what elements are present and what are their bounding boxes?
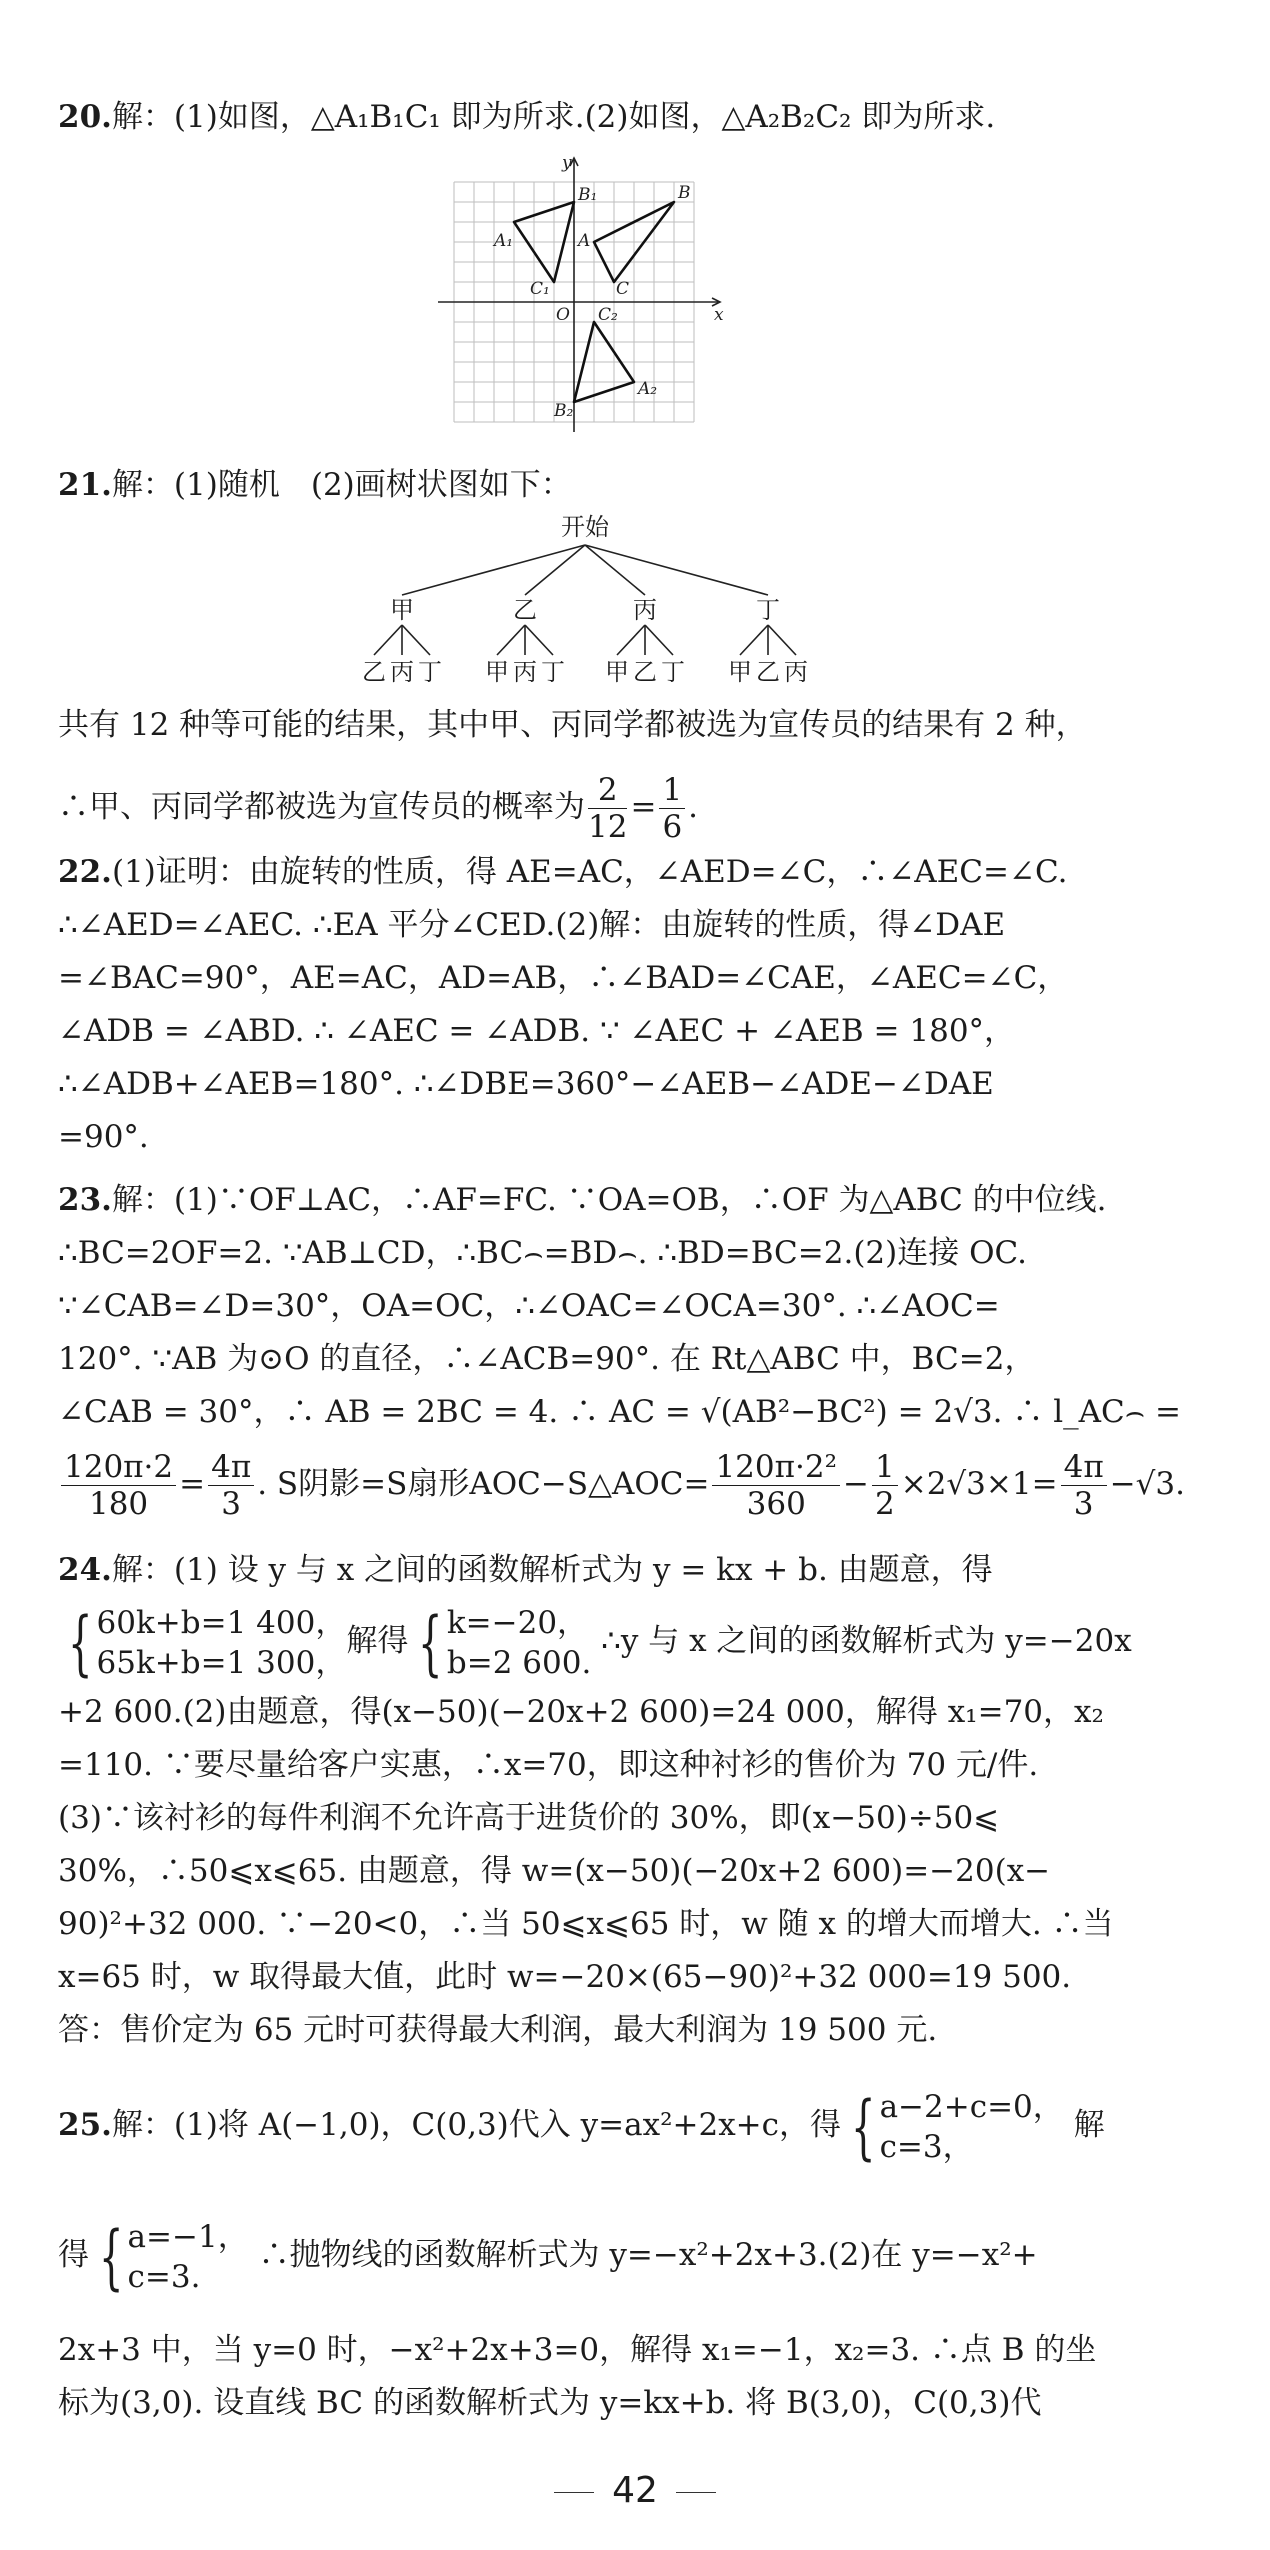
- q23-line-6: [58, 1444, 1213, 1528]
- q24-line-4: =110. ∵要尽量给客户实惠，∴x=70，即这种衬衫的售价为 70 元/件.: [58, 1747, 1039, 1783]
- q25-text-1: 解：(1)将 A(−1,0)，C(0,3)代入 y=ax²+2x+c，得: [111, 2107, 842, 2143]
- page-number-dash-right: [676, 2492, 716, 2493]
- q23-line-3: ∵∠CAB=∠D=30°，OA=OC，∴∠OAC=∠OCA=30°. ∴∠AOC=: [58, 1288, 1000, 1324]
- frac-denominator: 3: [1073, 1486, 1094, 1522]
- q25-text-2: ∴抛物线的函数解析式为 y=−x²+2x+3.(2)在 y=−x²+: [258, 2237, 1038, 2273]
- tree-l2-1-2: 丁: [541, 658, 565, 685]
- q22-line-2: ∴∠AED=∠AEC. ∴EA 平分∠CED.(2)解：由旋转的性质，得∠DAE: [58, 907, 1006, 943]
- left-brace: {: [418, 1601, 443, 1684]
- equation-system-2: [447, 1603, 591, 1683]
- coordinate-grid-figure: [438, 152, 738, 432]
- q24-conclusion: ∴y 与 x 之间的函数解析式为 y=−20x: [601, 1623, 1132, 1659]
- frac-numerator: 120π·2²: [712, 1449, 840, 1486]
- tree-l2-3-1: 乙: [756, 658, 780, 685]
- frac-numerator: 1: [872, 1449, 898, 1486]
- label-c2: C₂: [598, 305, 618, 325]
- page-number: [0, 2470, 1270, 2511]
- equation-system-1: [97, 1603, 347, 1683]
- result-text: −√3.: [1109, 1466, 1186, 1502]
- frac-denominator: 360: [746, 1486, 806, 1522]
- q23-line-4: 120°. ∵AB 为⊙O 的直径，∴∠ACB=90°. 在 Rt△ABC 中，BC=2，: [58, 1341, 1036, 1377]
- tree-l2-2-0: 甲: [605, 658, 629, 685]
- q25-line-3: 2x+3 中，当 y=0 时，−x²+2x+3=0，解得 x₁=−1，x₂=3. ∴点 B 的坐: [58, 2332, 1097, 2368]
- tree-l2-2-1: 乙: [633, 658, 657, 685]
- tree-root: 开始: [561, 513, 609, 541]
- frac-numerator: 1: [659, 772, 685, 809]
- q21-line: [58, 465, 1213, 505]
- fraction-4pi-3: [208, 1449, 254, 1522]
- tree-l2-0-2: 丁: [418, 658, 442, 685]
- equation: 60k+b=1 400，: [96, 1604, 347, 1641]
- q24-line-8: x=65 时，w 取得最大值，此时 w=−20×(65−90)²+32 000=19 500.: [58, 1959, 1072, 1995]
- q21-number: 21.: [58, 467, 112, 503]
- q21-text: 解：(1)随机 (2)画树状图如下：: [111, 467, 572, 503]
- q24-system-line: [58, 1596, 1213, 1688]
- equation: a−2+c=0，: [879, 2088, 1064, 2125]
- fraction-2-12: [588, 772, 627, 845]
- q22-line-3: =∠BAC=90°，AE=AC，AD=AB，∴∠BAD=∠CAE，∠AEC=∠C，: [58, 960, 1069, 996]
- q20-text: 解：(1)如图，△A₁B₁C₁ 即为所求.(2)如图，△A₂B₂C₂ 即为所求.: [111, 99, 996, 135]
- fraction-1-2: [872, 1449, 898, 1522]
- tree-l1-3: 丁: [756, 596, 780, 624]
- equation: b=2 600.: [446, 1644, 592, 1681]
- tree-l2-0-0: 乙: [362, 658, 386, 685]
- equation-system-4: [128, 2217, 249, 2297]
- tree-l1-2: 丙: [633, 596, 657, 624]
- q21-result-line: 共有 12 种等可能的结果，其中甲、丙同学都被选为宣传员的结果有 2 种，: [58, 707, 1087, 743]
- tree-l2-1-1: 丙: [513, 658, 537, 685]
- q21-prob-text: ∴甲、丙同学都被选为宣传员的概率为: [58, 789, 585, 825]
- q25-line-2: [58, 2210, 1213, 2302]
- tree-l1-1: 乙: [513, 596, 537, 624]
- frac-numerator: 4π: [208, 1449, 254, 1486]
- q22-line-6: =90°.: [58, 1119, 149, 1155]
- q24-line-6: 30%，∴50⩽x⩽65. 由题意，得 w=(x−50)(−20x+2 600)=−20(x−: [58, 1853, 1051, 1889]
- left-brace: {: [68, 1601, 93, 1684]
- equals-sign: =: [630, 789, 657, 825]
- label-c: C: [616, 279, 630, 299]
- left-brace: {: [99, 2215, 124, 2298]
- frac-denominator: 2: [875, 1486, 895, 1522]
- minus-sign: −: [843, 1466, 869, 1502]
- frac-numerator: 4π: [1061, 1449, 1107, 1486]
- label-a2: A₂: [638, 379, 658, 399]
- y-axis-label: y: [562, 153, 572, 173]
- tree-l2-1-0: 甲: [485, 658, 509, 685]
- frac-numerator: 2: [588, 772, 627, 809]
- label-b1: B₁: [578, 185, 598, 205]
- equation-system-3: [880, 2087, 1064, 2167]
- fraction-120pi2-180: [61, 1449, 176, 1522]
- q25-solve-text: 解: [1073, 2107, 1105, 2143]
- frac-numerator: 120π·2: [61, 1449, 176, 1486]
- q22-line-4: ∠ADB = ∠ABD. ∴ ∠AEC = ∠ADB. ∵ ∠AEC + ∠AEB = 180°，: [58, 1013, 1016, 1049]
- q20-number: 20.: [58, 99, 112, 135]
- tree-l2-3-2: 丙: [784, 658, 808, 685]
- label-c1: C₁: [530, 279, 550, 299]
- fraction-120pi22-360: [712, 1449, 840, 1522]
- q23-text-1: 解：(1)∵OF⊥AC，∴AF=FC. ∵OA=OB，∴OF 为△ABC 的中位线.: [111, 1182, 1107, 1218]
- tree-l2-3-0: 甲: [728, 658, 752, 685]
- fraction-4pi-3-b: [1061, 1449, 1107, 1522]
- q21-probability-line: [58, 770, 1213, 850]
- q22-text-1: (1)证明：由旋转的性质，得 AE=AC，∠AED=∠C，∴∠AEC=∠C.: [111, 854, 1068, 890]
- left-brace: {: [851, 2085, 876, 2168]
- product-text: ×2√3×1=: [900, 1466, 1058, 1502]
- label-a: A: [578, 231, 591, 251]
- q24-text-1: 解：(1) 设 y 与 x 之间的函数解析式为 y = kx + b. 由题意，得: [111, 1552, 993, 1588]
- shaded-area-text: . S阴影=S扇形AOC−S△AOC=: [257, 1466, 710, 1502]
- equation: k=−20，: [446, 1604, 589, 1641]
- solve-text: 解得: [346, 1623, 409, 1659]
- q22-line-5: ∴∠ADB+∠AEB=180°. ∴∠DBE=360°−∠AEB−∠ADE−∠DAE: [58, 1066, 994, 1102]
- x-axis-label: x: [714, 305, 724, 325]
- page-number-text: 42: [612, 2470, 658, 2511]
- tree-l2-2-2: 丁: [661, 658, 685, 685]
- q25-de-text: 得: [58, 2237, 89, 2273]
- origin-label: O: [556, 305, 570, 325]
- equation: a=−1，: [127, 2218, 249, 2255]
- q25-line-1: [58, 2080, 1213, 2172]
- page-number-dash-left: [554, 2492, 594, 2493]
- tree-diagram: [360, 505, 880, 685]
- q25-line-4: 标为(3,0). 设直线 BC 的函数解析式为 y=kx+b. 将 B(3,0)，C(0,3)代: [58, 2385, 1042, 2421]
- q22-number: 22.: [58, 854, 112, 890]
- equation: c=3.: [127, 2258, 201, 2295]
- q23-number: 23.: [58, 1182, 112, 1218]
- frac-denominator: 12: [588, 809, 628, 845]
- fraction-1-6: [659, 772, 685, 845]
- equation: c=3，: [879, 2128, 974, 2165]
- label-b2: B₂: [554, 401, 574, 421]
- period: .: [688, 789, 699, 825]
- q23-line-5: ∠CAB = 30°，∴ AB = 2BC = 4. ∴ AC = √(AB²−BC²) = 2√3. ∴ l_AC⌢ =: [58, 1394, 1181, 1430]
- frac-denominator: 180: [88, 1486, 149, 1522]
- q24-line-1: [58, 1550, 1213, 1590]
- tree-l1-0: 甲: [390, 596, 414, 624]
- equation: 65k+b=1 300，: [96, 1644, 347, 1681]
- label-b: B: [678, 183, 691, 203]
- equals-sign: =: [179, 1466, 206, 1502]
- q23-line-2: ∴BC=2OF=2. ∵AB⊥CD，∴BC⌢=BD⌢. ∴BD=BC=2.(2)连接 OC.: [58, 1235, 1027, 1271]
- q24-line-7: 90)²+32 000. ∵−20<0，∴当 50⩽x⩽65 时，w 随 x 的增大而增大. ∴当: [58, 1906, 1114, 1942]
- frac-denominator: 6: [662, 809, 683, 845]
- q24-line-9: 答：售价定为 65 元时可获得最大利润，最大利润为 19 500 元.: [58, 2012, 938, 2048]
- label-a1: A₁: [494, 231, 514, 251]
- q25-number: 25.: [58, 2107, 112, 2143]
- q23-line-1: [58, 1180, 1213, 1220]
- q24-number: 24.: [58, 1552, 112, 1588]
- frac-denominator: 3: [221, 1486, 242, 1522]
- tree-l2-0-1: 丙: [390, 658, 414, 685]
- q24-line-5: (3)∵该衬衫的每件利润不允许高于进货价的 30%，即(x−50)÷50⩽: [58, 1800, 1000, 1836]
- q24-line-3: +2 600.(2)由题意，得(x−50)(−20x+2 600)=24 000，解得 x₁=70，x₂: [58, 1694, 1104, 1730]
- q20-line: [58, 97, 1213, 137]
- q22-line-1: [58, 852, 1213, 892]
